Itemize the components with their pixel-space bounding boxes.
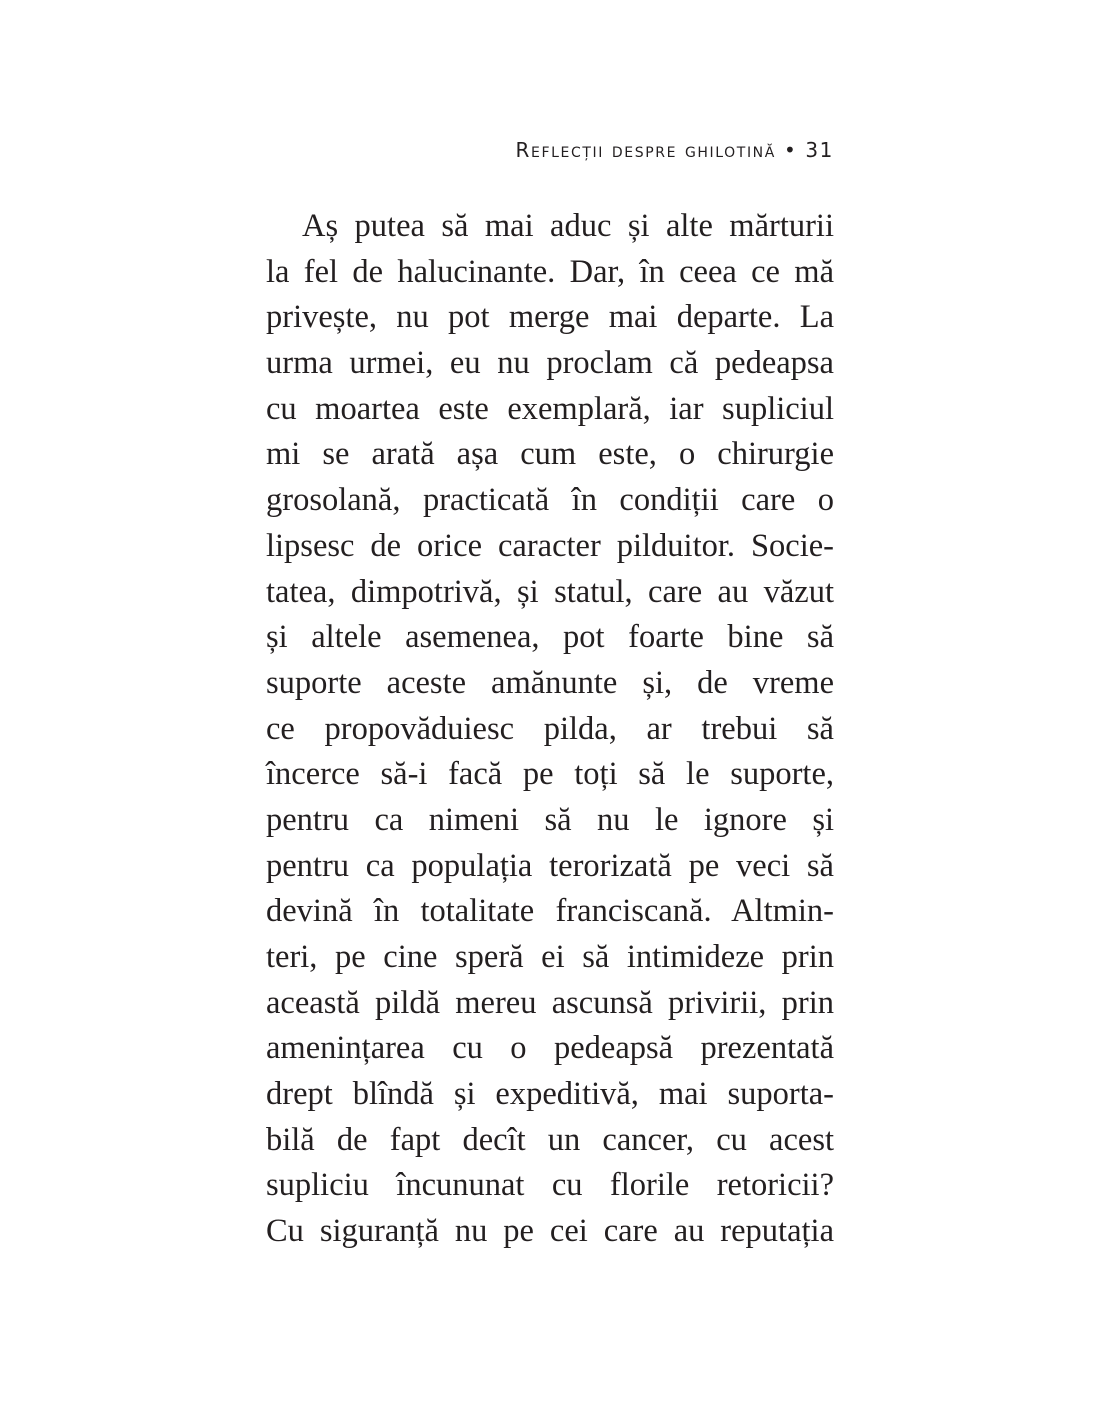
chapter-title: Reflecții despre ghilotină xyxy=(515,138,776,162)
header-separator: • xyxy=(783,138,798,162)
text-line: Cu siguranță nu pe cei care au reputația xyxy=(266,1213,834,1250)
text-line: grosolană, practicată în condiții care o xyxy=(266,482,834,519)
text-line: suporte aceste amănunte și, de vreme xyxy=(266,664,834,701)
text-line: amenințarea cu o pedeapsă prezentată xyxy=(266,1030,834,1067)
text-line: drept blîndă și expeditivă, mai suporta- xyxy=(266,1076,834,1113)
page-number: 31 xyxy=(805,138,834,162)
text-line: privește, nu pot merge mai departe. La xyxy=(266,299,834,336)
body-paragraph xyxy=(266,204,834,1255)
text-line: urma urmei, eu nu proclam că pedeapsa xyxy=(266,345,834,382)
text-line: încerce să-i facă pe toți să le suporte, xyxy=(266,756,834,793)
text-line: și altele asemenea, pot foarte bine să xyxy=(266,619,834,656)
running-header xyxy=(266,138,834,162)
text-line: bilă de fapt decît un cancer, cu acest xyxy=(266,1121,834,1158)
text-line: pentru ca nimeni să nu le ignore și xyxy=(266,801,834,838)
text-line: ce propovăduiesc pilda, ar trebui să xyxy=(266,710,834,747)
text-line: teri, pe cine speră ei să intimideze prin xyxy=(266,939,834,975)
text-line: cu moartea este exemplară, iar supliciul xyxy=(266,390,834,427)
text-line: mi se arată așa cum este, o chirurgie xyxy=(266,436,834,473)
text-line: supliciu încununat cu florile retoricii? xyxy=(266,1167,834,1204)
text-line: lipsesc de orice caracter pilduitor. Socie- xyxy=(266,527,834,564)
text-line: devină în totalitate franciscană. Altmin- xyxy=(266,893,834,930)
text-line: această pildă mereu ascunsă privirii, prin xyxy=(266,984,834,1021)
text-line: Aș putea să mai aduc și alte mărturii xyxy=(302,208,834,244)
text-line: tatea, dimpotrivă, și statul, care au văzut xyxy=(266,573,834,610)
text-line: pentru ca populația terorizată pe veci să xyxy=(266,847,834,884)
text-line: la fel de halucinante. Dar, în ceea ce mă xyxy=(266,253,834,290)
